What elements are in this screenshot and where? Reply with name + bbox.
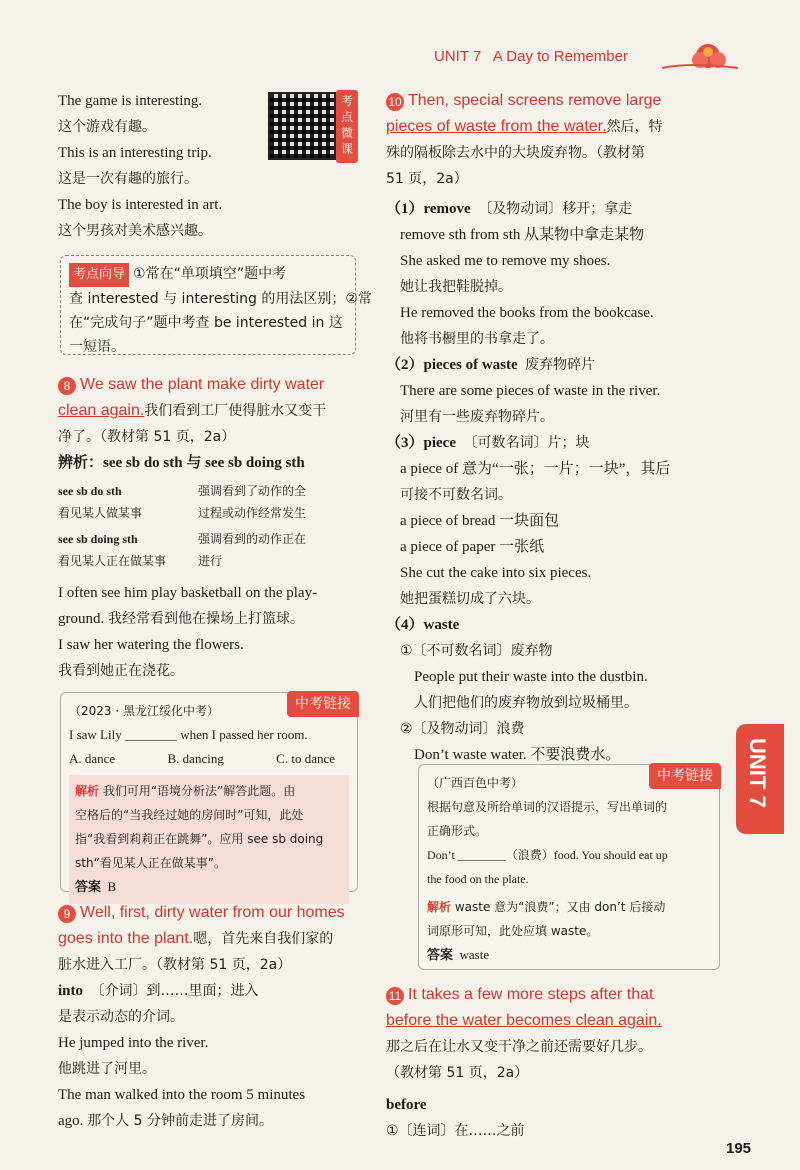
item10-en-1: Then, special screens remove large [408,92,662,109]
p4-b-ex: Don’t waste water. 不要浪费水。 [414,747,621,763]
p3-line-3: a piece of bread 一块面包 [400,513,560,529]
p1-pos: 〔及物动词〕移开；拿走 [478,201,633,217]
item9-en-1: Well, first, dirty water from our homes [80,904,345,921]
p1-line-5: 他将书橱里的书拿走了。 [400,331,554,347]
page-header [434,48,628,65]
item9-zh-2: 脏水进入工厂。（教材第 51 页，2a） [58,957,292,973]
exam2-analysis-label: 解析 [427,900,452,914]
p3-line-5: She cut the cake into six pieces. [400,565,592,581]
item8-ex2-zh: 我看到她正在浇花。 [58,663,184,679]
row2-note2: 进行 [198,554,223,568]
tip-line-2: 查 interested 与 interesting 的用法区别；②常 [69,291,372,307]
intro-en-2: This is an interesting trip. [58,145,212,161]
item9-en-2: goes into the plant. [58,930,194,947]
tip-line-3: 在“完成句子”题中考查 be interested in 这 [69,315,343,331]
exam2-answer-label: 答案 [427,948,454,963]
exam1-answer-label: 答案 [75,880,102,895]
header-unit: UNIT 7 [434,48,482,65]
tip-line-1: ①常在“单项填空”题中考 [133,266,287,282]
row1-note2: 过程或动作经常发生 [198,506,307,520]
exam2-analysis-1: waste 意为“浪费”；又由 don’t 后接动 [454,900,666,914]
item-number-badge: 11 [386,987,404,1005]
item-number-badge: 8 [58,377,76,395]
item11-en-1: It takes a few more steps after that [408,986,654,1003]
p3-head: （3）piece [386,435,456,451]
tip-line-4: 一短语。 [69,339,125,355]
unit-side-tab[interactable] [736,724,784,834]
p4-a-en: People put their waste into the dustbin. [414,669,648,685]
item11-pos: ①〔连词〕在……之前 [386,1123,525,1139]
item8-zh-1: 我们看到工厂使得脏水又变干 [144,403,327,419]
item8-ex1-zh: 我经常看到他在操场上打篮球。 [108,611,304,627]
p3-pos: 〔可数名词〕片；块 [463,435,590,451]
comparison-table [58,480,363,572]
exam1-analysis-4: sth“看见某人正在做某事”。 [75,856,226,870]
item9-ex2-zh: 那个人 5 分钟前走进了房间。 [87,1113,273,1129]
row2-note1: 强调看到的动作正在 [198,532,307,546]
p3-line-1: a piece of 意为“一张；一片；一块”，其后 [400,461,671,477]
header-title: A Day to Remember [492,48,628,65]
qr-tag-label: 考点微课 [336,90,358,163]
exam-link-box-2 [418,764,720,970]
item9-desc: 是表示动态的介词。 [58,1009,184,1025]
item-number-badge: 9 [58,905,76,923]
p1-line-4: He removed the books from the bookcase. [400,305,654,321]
p3-line-6: 她把蛋糕切成了六块。 [400,591,540,607]
p2-head: （2）pieces of waste [386,357,518,373]
page-number: 195 [726,1140,752,1157]
row2-term: see sb doing sth [58,532,138,546]
exam1-question: I saw Lily ________ when I passed her room. [69,727,308,742]
item10-en-2: pieces of waste from the water. [386,118,607,135]
item9-ex1-en: He jumped into the river. [58,1035,209,1051]
tip-tag: 考点向导 [69,263,129,287]
p1-line-2: She asked me to remove my shoes. [400,253,611,269]
p4-b: ②〔及物动词〕浪费 [400,721,525,737]
intro-en-3: The boy is interested in art. [58,197,223,213]
exam1-option-b: B. dancing [167,751,224,766]
item10-zh-1: 然后，特 [606,119,663,135]
item11-zh-2: （教材第 51 页，2a） [386,1065,529,1081]
item11-word: before [386,1097,427,1113]
p1-line-3: 她让我把鞋脱掉。 [400,279,512,295]
row2-meaning: 看见某人正在做某事 [58,554,167,568]
p2-pos: 废弃物碎片 [525,357,596,373]
item11-en-2: before the water becomes clean again. [386,1012,662,1029]
intro-zh-2: 这是一次有趣的旅行。 [58,171,198,187]
item10-zh-2: 殊的隔板除去水中的大块废弃物。（教材第 [386,145,645,161]
side-tab-label: UNIT 7 [745,738,770,808]
p1-head: （1）remove [386,201,471,217]
item-9 [58,900,363,1134]
exam1-analysis [69,775,349,904]
exam1-source: （2023 · 黑龙江绥化中考） [69,704,219,718]
left-column [58,88,363,244]
p1-line-1: remove sth from sth 从某物中拿走某物 [400,227,645,243]
p2-line-1: There are some pieces of waste in the river. [400,383,661,399]
item9-word: into [58,983,84,999]
exam2-q2: the food on the plate. [427,872,529,886]
item9-pos: 〔介词〕到……里面；进入 [90,983,259,999]
item8-ex1-en: I often see him play basketball on the play- [58,585,318,601]
exam1-option-a: A. dance [69,751,116,766]
row1-term: see sb do sth [58,484,122,498]
item8-ex2-en: I saw her watering the flowers. [58,637,244,653]
item-11 [386,982,722,1144]
intro-zh-3: 这个男孩对美术感兴趣。 [58,223,212,239]
exam-tip-box [60,255,372,355]
item8-zh-2: 净了。（教材第 51 页，2a） [58,429,236,445]
item8-en-1: We saw the plant make dirty water [80,376,325,393]
intro-en-1: The game is interesting. [58,93,203,109]
row1-meaning: 看见某人做某事 [58,506,143,520]
item9-zh-1: 嗯，首先来自我们家的 [193,931,334,947]
exam1-analysis-3: 指“我看到莉莉正在跳舞”。应用 see sb doing [75,832,324,846]
decorative-flower-icon [660,40,740,74]
exam-link-box-1 [60,692,358,895]
intro-zh-1: 这个游戏有趣。 [58,119,156,135]
exam1-analysis-1: 我们可用“语境分析法”解答此题。由 [102,784,296,798]
item10-zh-3: 51 页，2a） [386,171,468,187]
p3-line-4: a piece of paper 一张纸 [400,539,545,555]
item-number-badge: 10 [386,93,404,111]
item-10 [386,88,722,768]
exam2-q1: Don’t ________（浪费）food. You should eat up [427,848,668,862]
p4-a-zh: 人们把他们的废弃物放到垃圾桶里。 [414,695,638,711]
exam2-answer: waste [459,947,490,962]
p4-head: （4）waste [386,617,460,633]
item8-en-2: clean again. [58,402,145,419]
item-8 [58,372,363,684]
item11-zh-1: 那之后在让水又变干净之前还需要好几步。 [386,1039,652,1055]
exam-link-tag: 中考链接 [287,691,359,717]
item9-ex2-en2: ago. [58,1113,84,1129]
item8-ex1-en2: ground. [58,611,105,627]
row1-note1: 强调看到了动作的全 [198,484,307,498]
exam2-instr-1: 根据句意及所给单词的汉语提示，写出单词的 [427,800,668,814]
p3-line-2: 可接不可数名词。 [400,487,512,503]
exam1-option-c: C. to dance [276,751,335,766]
exam1-analysis-2: 空格后的“当我经过她的房间时”可知，此处 [75,808,304,822]
exam1-answer: B [107,879,117,894]
item8-analysis-title: 辨析：see sb do sth 与 see sb doing sth [58,455,305,471]
exam1-analysis-label: 解析 [75,784,100,798]
p2-line-2: 河里有一些废弃物碎片。 [400,409,554,425]
item9-ex1-zh: 他跳进了河里。 [58,1061,156,1077]
exam2-analysis-2: 词原形可知，此处应填 waste。 [427,924,599,938]
p4-a: ①〔不可数名词〕废弃物 [400,643,553,659]
exam-link-tag: 中考链接 [649,763,721,789]
exam2-source: （广西百色中考） [427,776,524,790]
item9-ex2-en: The man walked into the room 5 minutes [58,1087,306,1103]
exam2-instr-2: 正确形式。 [427,824,488,838]
